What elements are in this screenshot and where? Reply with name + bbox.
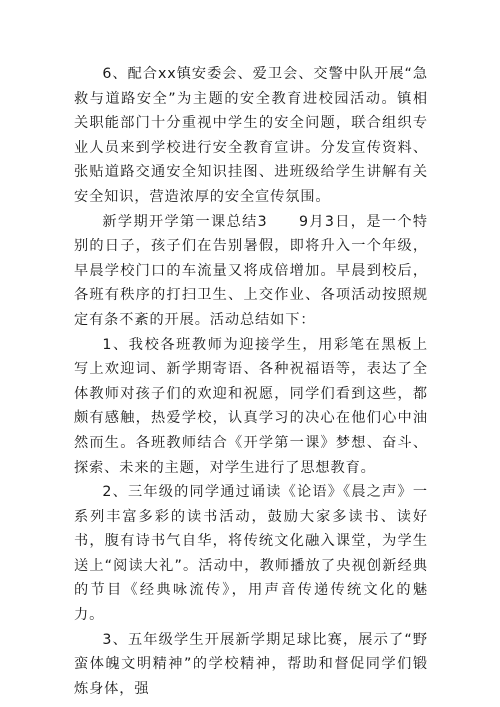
paragraph-safety-activity: 6、配合xx镇安委会、爱卫会、交警中队开展“急救与道路安全”为主题的安全教育进校园活动。镇相关职能部门十分重视中学生的安全问题，联合组织专业人员来到学校进行安全教育宣讲。分发宣传资料、张贴道路交通安全知识挂图、进班级给学生讲解有关安全知识，营造浓厚的安全宣传氛围。 (74, 66, 428, 205)
paragraph-item-1: 1、我校各班教师为迎接学生，用彩笔在黑板上写上欢迎词、新学期寄语、各种祝福语等，表达了全体教师对孩子们的欢迎和祝愿，同学们看到这些，都颇有感触，热爱学校，认真学习的决心在他们心中油然而生。各班教师结合《开学第一课》梦想、奋斗、探索、未来的主题，对学生进行了思想教育。 (74, 336, 428, 476)
paragraph-item-2: 2、三年级的同学通过诵读《论语》《晨之声》一系列丰富多彩的读书活动，鼓励大家多读书、读好书，腹有诗书气自华，将传统文化融入课堂，为学生送上“阅读大礼”。活动中，教师播放了央视创新经典的节目《经典咏流传》，用声音传递传统文化的魅力。 (74, 484, 428, 624)
paragraph-item-3: 3、五年级学生开展新学期足球比赛，展示了“野蛮体魄文明精神”的学校精神，帮助和督促同学们锻炼身体，强 (74, 631, 428, 697)
paragraph-summary-intro: 新学期开学第一课总结3 9月3日，是一个特别的日子，孩子们在告别暑假，即将升入一个年级，早晨学校门口的车流量又将成倍增加。早晨到校后，各班有秩序的打扫卫生、上交作业、各项活动按照规定有条不紊的开展。活动总结如下： (74, 213, 428, 328)
